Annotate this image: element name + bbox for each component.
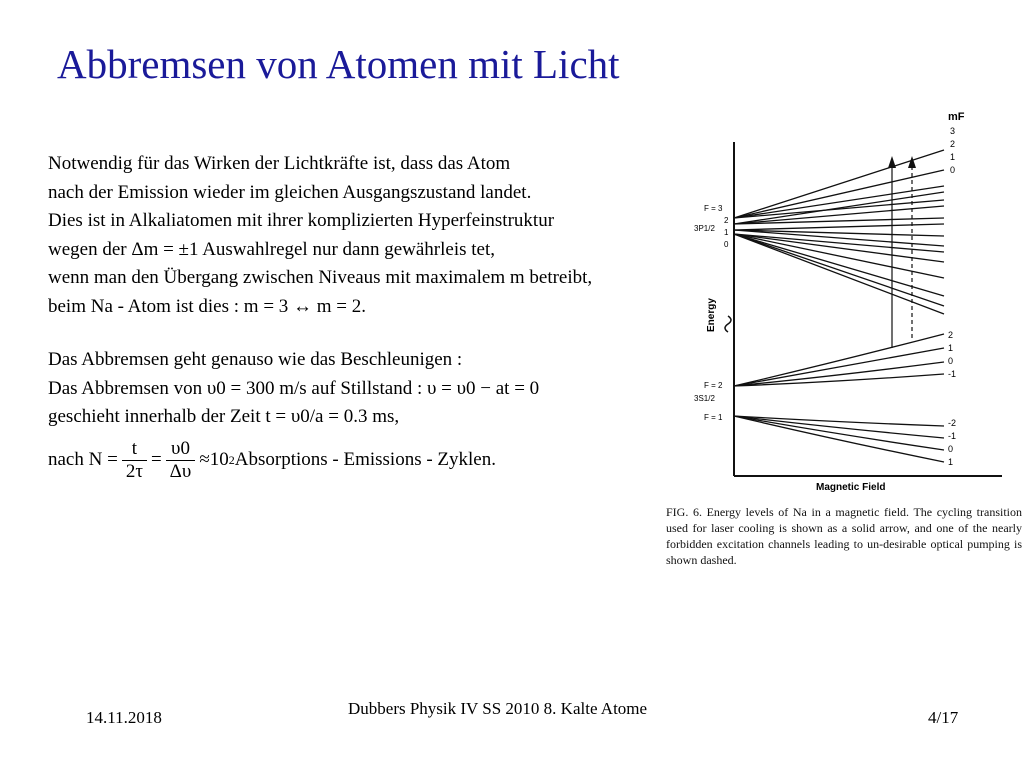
mf-label: 2	[950, 139, 956, 149]
formula-prefix: nach N =	[48, 448, 118, 470]
upper-state-label: 3P1/2	[694, 224, 715, 233]
mf-label: 2	[948, 330, 954, 340]
footer-title: Dubbers Physik IV SS 2010 8. Kalte Atome	[348, 699, 648, 718]
mf-label: 0	[948, 356, 954, 366]
lower-f2-label: F = 2	[704, 381, 723, 390]
text-line: wenn man den Übergang zwischen Niveaus mit maximalem m betreibt,	[48, 267, 593, 288]
mf-header: mF	[948, 111, 965, 123]
text-line: wegen der Δm = ±1 Auswahlregel nur dann gewährleis tet,	[48, 238, 496, 260]
mf-label: 1	[948, 457, 954, 467]
page-number: 4/17	[928, 708, 959, 727]
formula-approx: ≈10	[199, 448, 229, 470]
upper-f-label: 1	[724, 228, 729, 237]
fraction-numerator: t	[122, 438, 147, 461]
mf-label: 3	[950, 126, 956, 136]
footer-date: 14.11.2018	[86, 708, 162, 727]
slide-title: Abbremsen von Atomen mit Licht	[57, 41, 620, 87]
text-line: Das Abbremsen geht genauso wie das Beschleunigen :	[48, 349, 463, 370]
lower-f1-label: F = 1	[704, 413, 723, 422]
text-line: beim Na - Atom ist dies : m = 3 ↔ m = 2.	[48, 295, 367, 317]
mf-label: 0	[948, 444, 954, 454]
text-line: Notwendig für das Wirken der Lichtkräfte ist, dass das Atom	[48, 153, 511, 174]
axis-break	[725, 316, 731, 332]
fraction-numerator: υ0	[166, 438, 196, 461]
formula-exponent: 2	[228, 452, 235, 467]
mf-label: -2	[948, 418, 957, 428]
fraction-denominator: Δυ	[169, 460, 192, 482]
upper-f-label: 0	[724, 240, 729, 249]
x-axis-label: Magnetic Field	[816, 482, 886, 493]
mf-label: 1	[948, 343, 954, 353]
mf-label: 1	[950, 152, 956, 162]
arrow-head-icon	[888, 156, 896, 168]
lower-state-label: 3S1/2	[694, 394, 715, 403]
cycle-formula	[48, 438, 688, 483]
mf-label: -1	[948, 369, 957, 379]
energy-axis-label: Energy	[706, 298, 717, 332]
fraction-denominator: 2τ	[125, 460, 143, 482]
upper-f3-label: F = 3	[704, 204, 723, 213]
text-line: Das Abbremsen von υ0 = 300 m/s auf Stillstand : υ = υ0 − at = 0	[48, 377, 540, 399]
text-line: geschieht innerhalb der Zeit t = υ0/a = 0.3 ms,	[48, 406, 400, 427]
fraction-t-over-2tau	[122, 438, 147, 483]
formula-suffix: Absorptions - Emissions - Zyklen.	[234, 448, 496, 470]
body-text	[48, 150, 688, 483]
figure-caption: FIG. 6. Energy levels of Na in a magnetic field. The cycling transition used for laser cooling is shown as a solid arrow, and one of the nearly forbidden excitation channels leading to un-desirable optical pumping is shown dashed.	[666, 505, 1022, 567]
energy-level-figure	[676, 100, 1024, 500]
text-line: nach der Emission wieder im gleichen Ausgangszustand landet.	[48, 181, 532, 203]
mf-label: 0	[950, 165, 956, 175]
upper-f-label: 2	[724, 216, 729, 225]
formula-equals: =	[150, 448, 162, 470]
lower-level-lines	[734, 334, 944, 462]
fraction-v0-over-dv	[166, 438, 196, 483]
text-line: Dies ist in Alkaliatomen mit ihrer komplizierten Hyperfeinstruktur	[48, 210, 555, 231]
mf-label: -1	[948, 431, 957, 441]
arrow-head-icon	[908, 156, 916, 168]
